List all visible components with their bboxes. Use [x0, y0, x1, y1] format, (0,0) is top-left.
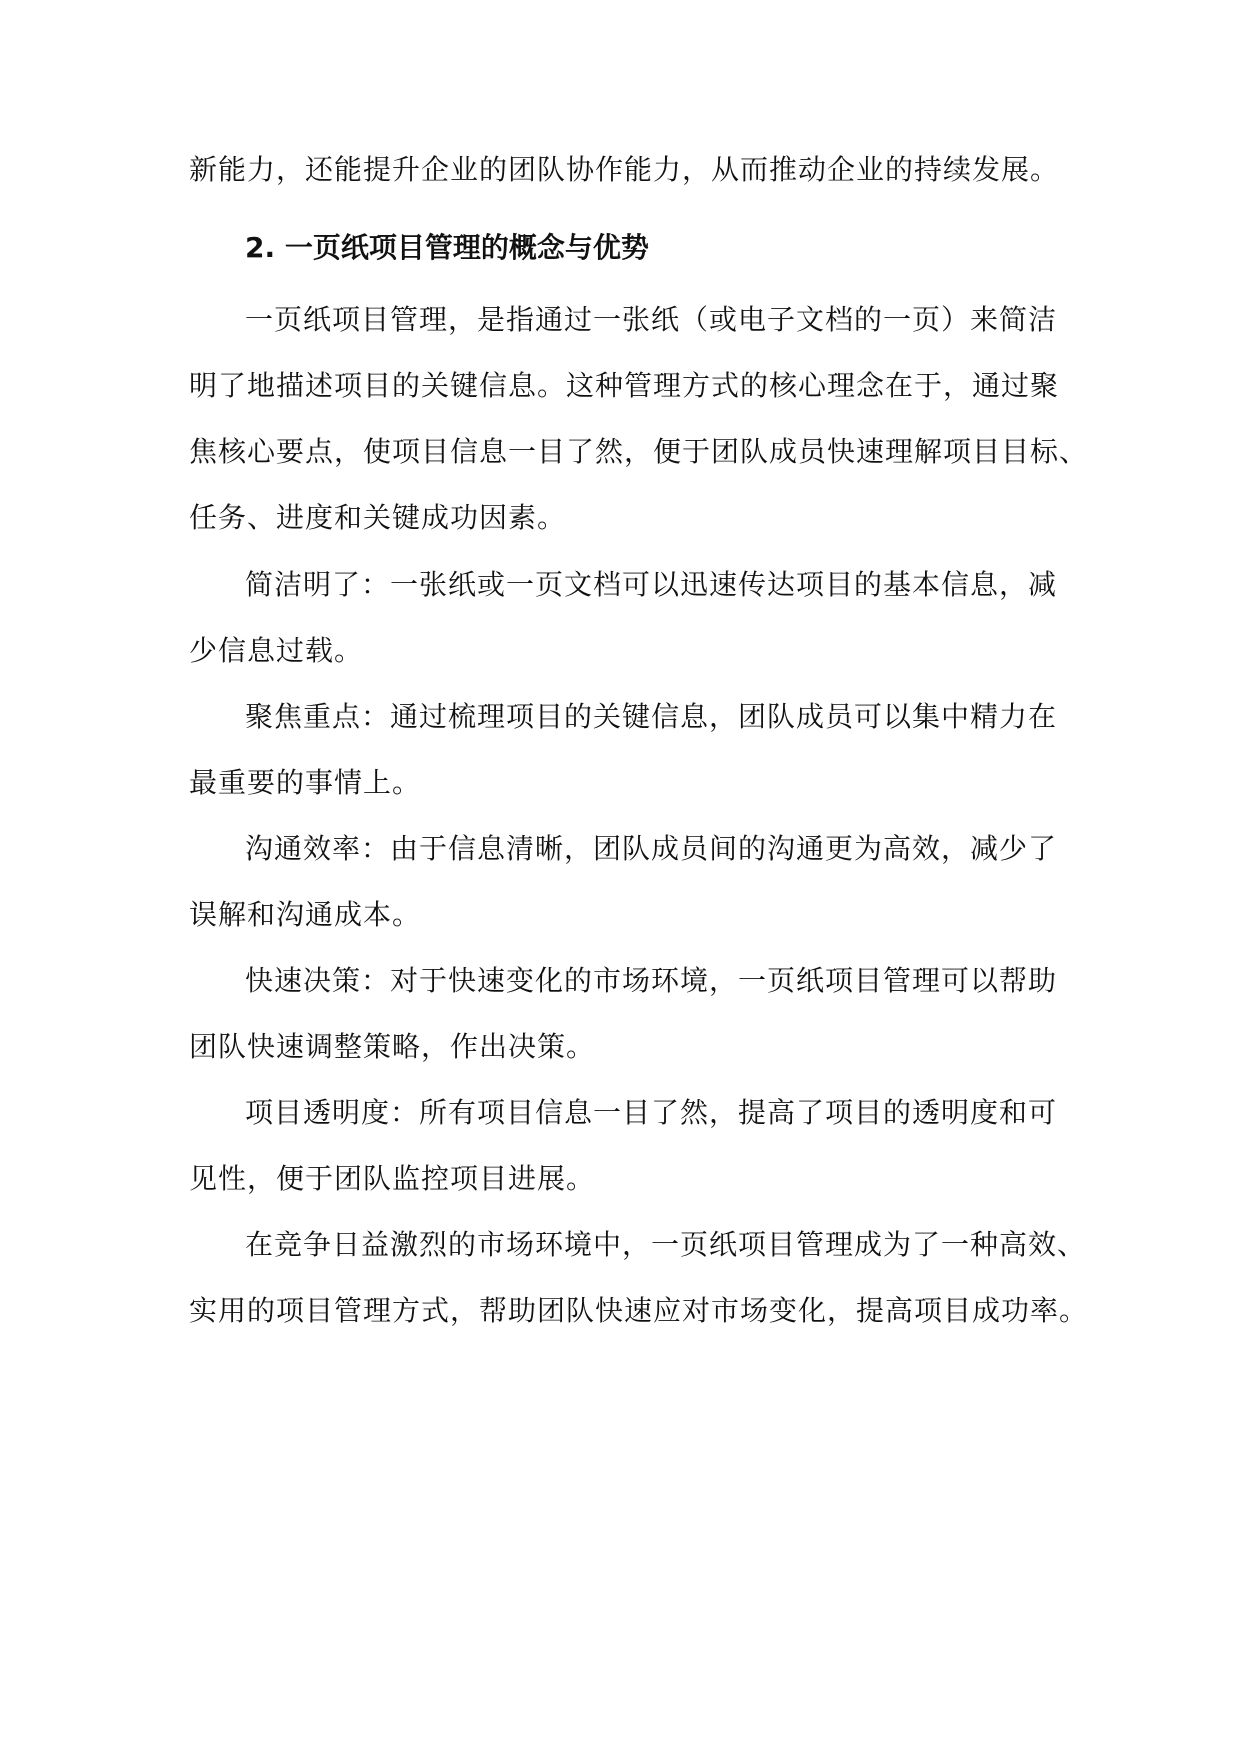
paragraph-line: 焦核心要点，使项目信息一目了然，便于团队成员快速理解项目目标、 — [189, 435, 1089, 468]
paragraph-line: 聚焦重点：通过梳理项目的关键信息，团队成员可以集中精力在 — [245, 700, 1058, 733]
paragraph-line: 见性，便于团队监控项目进展。 — [189, 1162, 596, 1195]
paragraph-line: 少信息过载。 — [189, 634, 364, 667]
paragraph-line: 实用的项目管理方式，帮助团队快速应对市场变化，提高项目成功率。 — [189, 1294, 1089, 1327]
paragraph-line: 简洁明了：一张纸或一页文档可以迅速传达项目的基本信息，减 — [245, 568, 1058, 601]
paragraph-line: 最重要的事情上。 — [189, 766, 422, 799]
paragraph-line: 任务、进度和关键成功因素。 — [189, 501, 567, 534]
paragraph-line: 新能力，还能提升企业的团队协作能力，从而推动企业的持续发展。 — [189, 153, 1060, 186]
paragraph-line: 团队快速调整策略，作出决策。 — [189, 1030, 596, 1063]
paragraph-line: 一页纸项目管理，是指通过一张纸（或电子文档的一页）来简洁 — [245, 303, 1058, 336]
paragraph-line: 明了地描述项目的关键信息。这种管理方式的核心理念在于，通过聚 — [189, 369, 1060, 402]
paragraph-line: 沟通效率：由于信息清晰，团队成员间的沟通更为高效，减少了 — [245, 832, 1058, 865]
paragraph-line: 误解和沟通成本。 — [189, 898, 422, 931]
section-heading: 2. 一页纸项目管理的概念与优势 — [245, 231, 649, 264]
paragraph-line: 在竞争日益激烈的市场环境中，一页纸项目管理成为了一种高效、 — [245, 1228, 1087, 1261]
paragraph-line: 快速决策：对于快速变化的市场环境，一页纸项目管理可以帮助 — [245, 964, 1058, 997]
paragraph-line: 项目透明度：所有项目信息一目了然，提高了项目的透明度和可 — [245, 1096, 1058, 1129]
